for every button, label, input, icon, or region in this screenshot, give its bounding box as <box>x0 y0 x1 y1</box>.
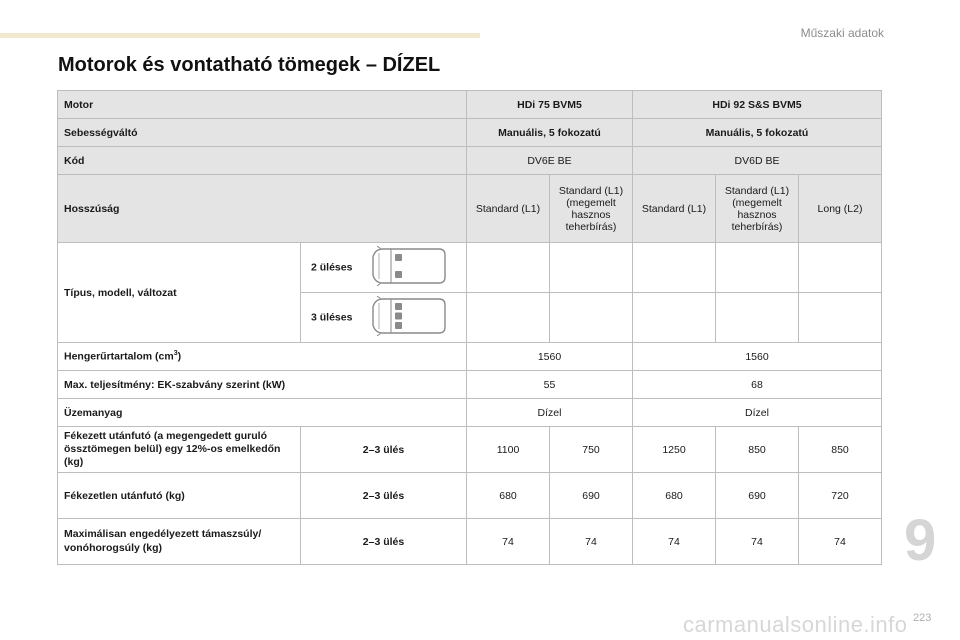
length-value: Long (L2) <box>799 175 882 243</box>
braked-value: 1250 <box>633 427 716 473</box>
displacement-engine1: 1560 <box>467 343 633 371</box>
nose-value: 74 <box>550 519 633 565</box>
unbraked-label: Fékezetlen utánfutó (kg) <box>58 473 301 519</box>
type-cell <box>633 293 716 343</box>
row-displacement <box>58 343 882 371</box>
displacement-engine2: 1560 <box>633 343 882 371</box>
displacement-label-text: Hengerűrtartalom (cm <box>64 350 174 363</box>
power-engine2: 68 <box>633 371 882 399</box>
row-gearbox <box>58 119 882 147</box>
braked-value: 1100 <box>467 427 550 473</box>
code-engine1: DV6E BE <box>467 147 633 175</box>
van-3-seats-icon <box>369 296 451 339</box>
braked-value: 750 <box>550 427 633 473</box>
braked-value: 850 <box>716 427 799 473</box>
braked-label: Fékezett utánfutó (a megengedett guruló össztömegen belül) egy 12%-os emelkedőn (kg) <box>58 427 301 473</box>
watermark: carmanualsonline.info <box>683 612 908 637</box>
braked-seats: 2–3 ülés <box>301 427 467 473</box>
section-title: Műszaki adatok <box>800 26 884 40</box>
type-label: Típus, modell, változat <box>58 243 301 343</box>
nose-value: 74 <box>799 519 882 565</box>
row-type-2seat <box>58 243 882 293</box>
unbraked-value: 680 <box>467 473 550 519</box>
nose-value: 74 <box>633 519 716 565</box>
engine2-name: HDi 92 S&S BVM5 <box>633 91 882 119</box>
gearbox-engine2: Manuális, 5 fokozatú <box>633 119 882 147</box>
row-motor <box>58 91 882 119</box>
chapter-number: 9 <box>904 508 937 573</box>
gearbox-engine1: Manuális, 5 fokozatú <box>467 119 633 147</box>
type-cell <box>550 243 633 293</box>
fuel-engine2: Dízel <box>633 399 882 427</box>
displacement-label <box>58 343 467 371</box>
row-unbraked-trailer <box>58 473 882 519</box>
seat-config-2 <box>301 243 467 293</box>
type-cell <box>716 243 799 293</box>
motor-label: Motor <box>58 91 467 119</box>
row-nose-weight <box>58 519 882 565</box>
row-power <box>58 371 882 399</box>
type-cell <box>467 243 550 293</box>
nose-seats: 2–3 ülés <box>301 519 467 565</box>
fuel-engine1: Dízel <box>467 399 633 427</box>
header-accent-bar <box>0 33 480 38</box>
nose-label: Maximálisan engedélyezett támaszsúly/ vonóhorogsúly (kg) <box>58 519 301 565</box>
unbraked-value: 690 <box>550 473 633 519</box>
row-braked-trailer <box>58 427 882 473</box>
row-length <box>58 175 882 243</box>
type-cell <box>467 293 550 343</box>
unbraked-value: 720 <box>799 473 882 519</box>
code-label: Kód <box>58 147 467 175</box>
length-value: Standard (L1) <box>467 175 550 243</box>
row-code <box>58 147 882 175</box>
seats-3-label: 3 üléses <box>311 311 353 324</box>
page-title: Motorok és vontatható tömegek – DÍZEL <box>58 54 441 76</box>
power-label: Max. teljesítmény: EK-szabvány szerint (kW) <box>58 371 467 399</box>
type-cell <box>799 293 882 343</box>
row-fuel <box>58 399 882 427</box>
gearbox-label: Sebességváltó <box>58 119 467 147</box>
braked-value: 850 <box>799 427 882 473</box>
unbraked-value: 680 <box>633 473 716 519</box>
power-engine1: 55 <box>467 371 633 399</box>
displacement-label-end: ) <box>177 350 182 363</box>
seats-2-label: 2 üléses <box>311 261 353 274</box>
type-cell <box>550 293 633 343</box>
engine1-name: HDi 75 BVM5 <box>467 91 633 119</box>
type-cell <box>633 243 716 293</box>
displacement-unit-sup: 3 <box>173 350 178 358</box>
nose-value: 74 <box>716 519 799 565</box>
type-cell <box>716 293 799 343</box>
nose-value: 74 <box>467 519 550 565</box>
length-label: Hosszúság <box>58 175 467 243</box>
fuel-label: Üzemanyag <box>58 399 467 427</box>
unbraked-seats: 2–3 ülés <box>301 473 467 519</box>
type-cell <box>799 243 882 293</box>
van-2-seats-icon <box>369 246 451 289</box>
length-value: Standard (L1) <box>633 175 716 243</box>
seat-config-3 <box>301 293 467 343</box>
page-number: 223 <box>913 612 932 624</box>
code-engine2: DV6D BE <box>633 147 882 175</box>
length-value: Standard (L1) (megemelt hasznos teherbírás) <box>716 175 799 243</box>
unbraked-value: 690 <box>716 473 799 519</box>
engine-spec-table <box>57 90 882 565</box>
length-value: Standard (L1) (megemelt hasznos teherbírás) <box>550 175 633 243</box>
